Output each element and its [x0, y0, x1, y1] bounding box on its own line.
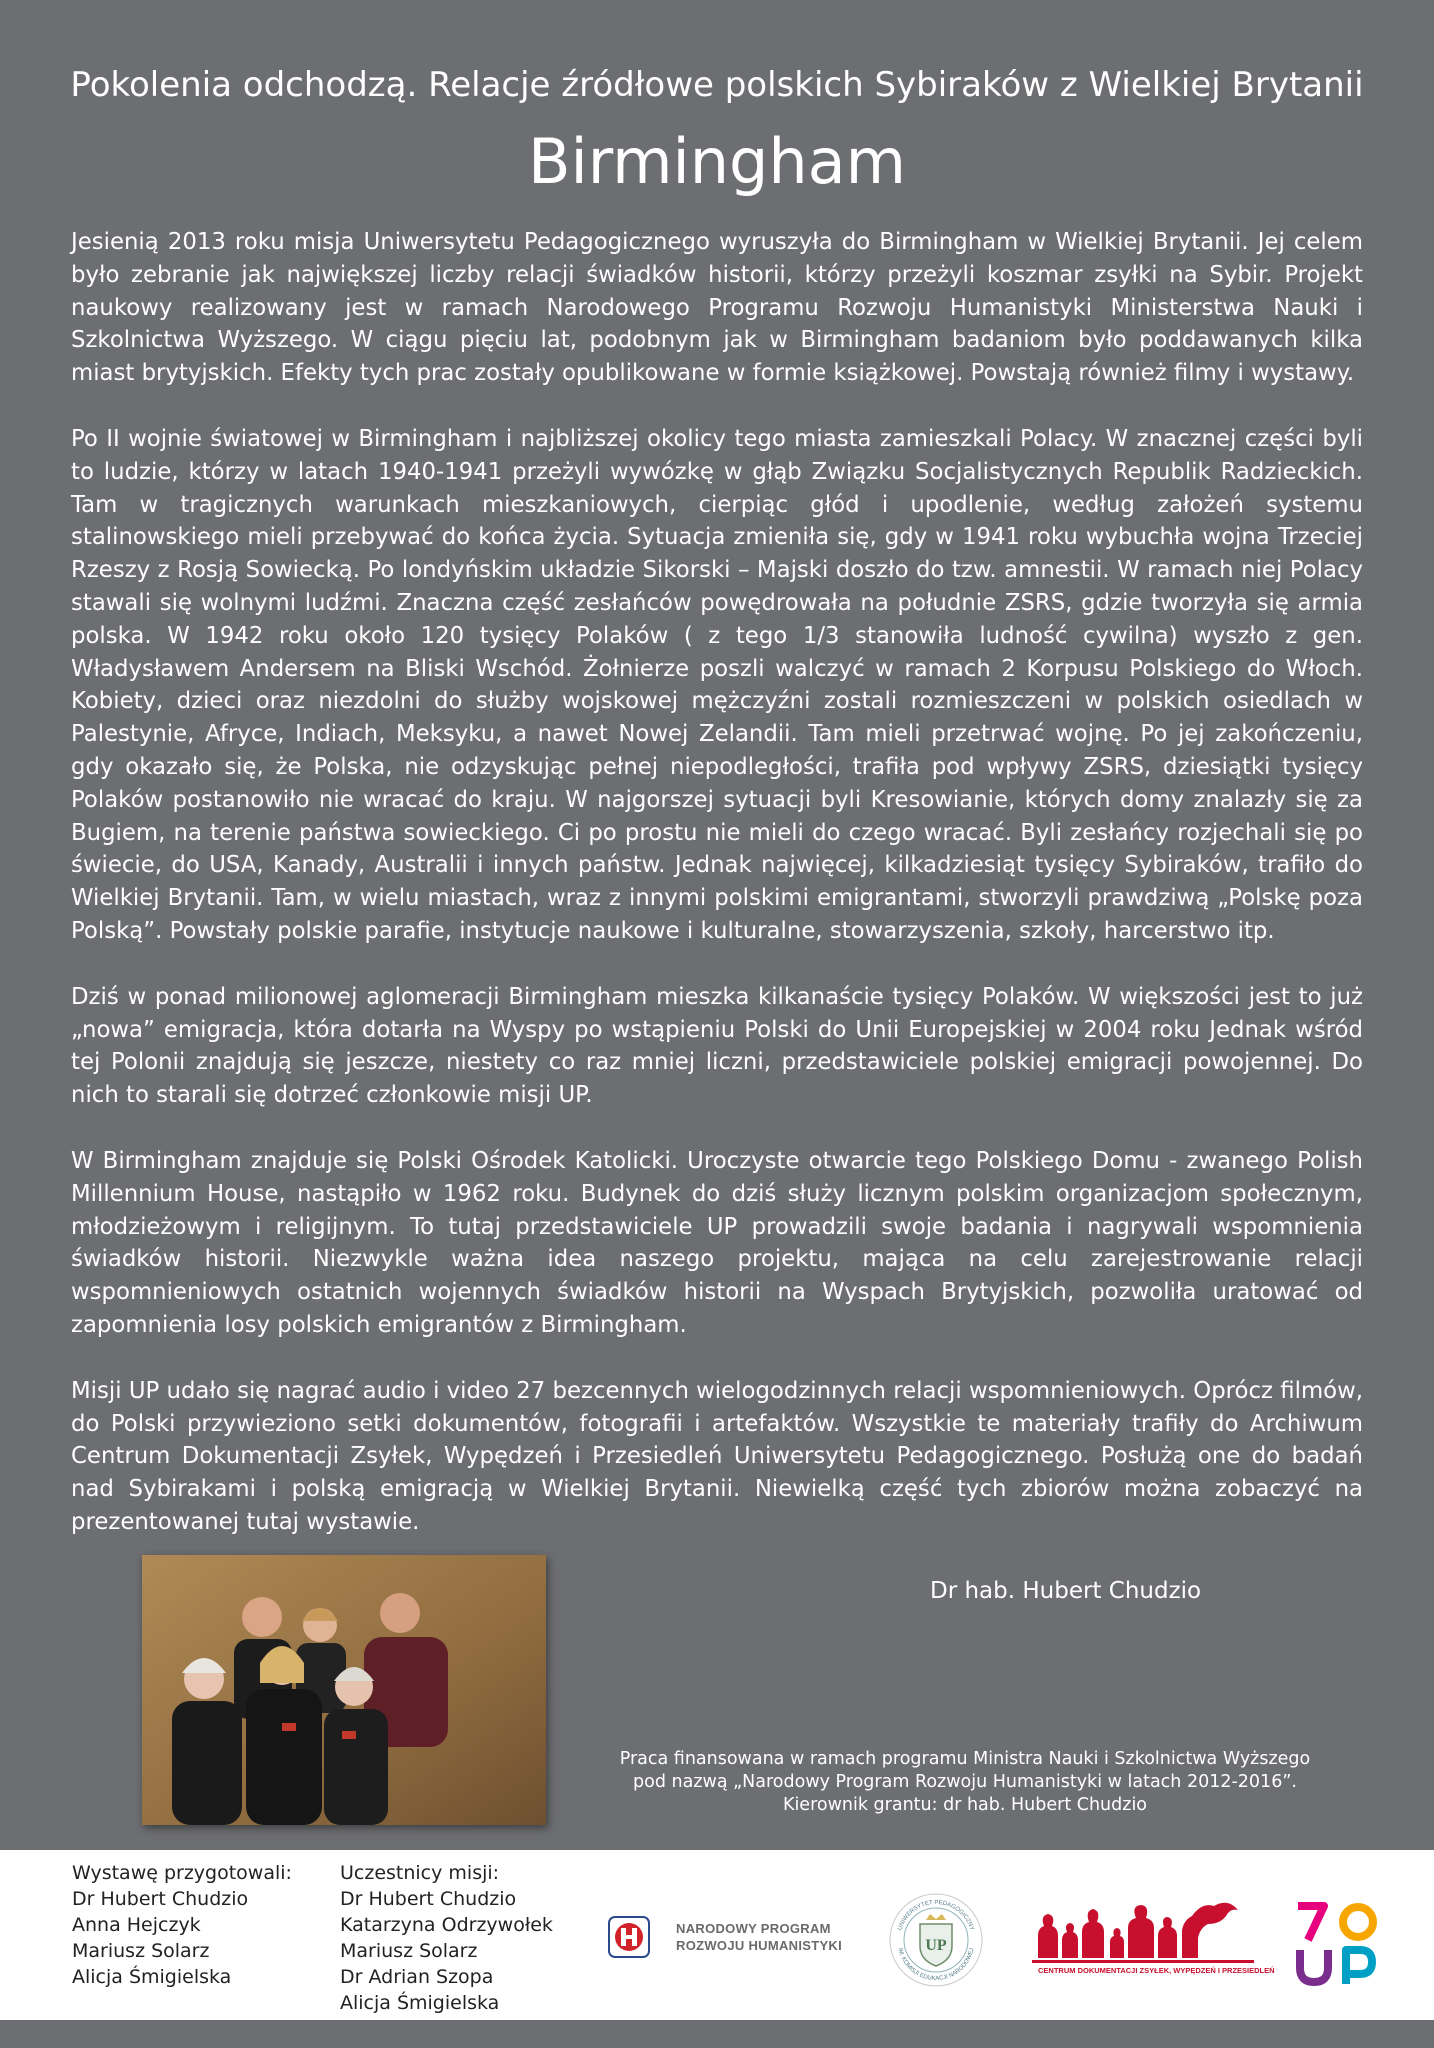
participant-name: Dr Adrian Szopa: [340, 1966, 494, 1988]
up70-top-text: [1386, 1900, 1387, 1901]
paragraph: Misji UP udało się nagrać audio i video 27 bezcennych wielogodzinnych relacji wspomnieniowych. Oprócz filmów, do Polski przywieziono setki dokumentów, fotografii i artefaktów. Wszystkie te materiały trafiły do Archiwum Centrum Dokumentacji Zsyłek, Wypędzeń i Przesiedleń Uniwersytetu Pedagogicznego. Posłużą one do badań nad Sybirakami i polską emigracją w Wielkiej Brytanii. Niewielką część tych zbiorów można zobaczyć na prezentowanej tutaj wystawie.: [71, 1377, 1363, 1535]
up-crest-icon: [886, 1890, 986, 1990]
participant-name: Mariusz Solarz: [340, 1940, 478, 1962]
nprh-line1: NARODOWY PROGRAM: [676, 1921, 831, 1936]
prepared-by-name: Dr Hubert Chudzio: [72, 1888, 249, 1910]
up70-mark-icon: [1294, 1900, 1386, 1990]
up70-logo: [1294, 1900, 1386, 1990]
participant-name: Katarzyna Odrzywołek: [340, 1914, 553, 1936]
up70-bottom-text: [1386, 1900, 1387, 1901]
nprh-h-icon: [608, 1916, 650, 1958]
participant-name: Dr Hubert Chudzio: [340, 1888, 517, 1910]
up-university-logo: [886, 1890, 986, 1994]
paragraph: Po II wojnie światowej w Birmingham i najbliższej okolicy tego miasta zamieszkali Polacy. W znacznej części byli to ludzie, którzy w latach 1940-1941 przeżyli wywózkę w głąb Związku Socjalistycznych Republik Radzieckich. Tam w tragicznych warunkach mieszkaniowych, cierpiąc głód i upodlenie, według założeń systemu stalinowskiego mieli przebywać do końca życia. Sytuacja zmieniła się, gdy w 1941 roku wybuchła wojna Trzeciej Rzeszy z Rosją Sowiecką. Po londyńskim układzie Sikorski – Majski doszło do tzw. amnestii. W ramach niej Polacy stawali się wolnymi ludźmi. Znaczna część zesłańców powędrowała na południe ZSRS, gdzie tworzyła się armia polska. W 1942 roku około 120 tysięcy Polaków ( z tego 1/3 stanowiła ludność cywilna) wyszło z gen. Władysławem Andersem na Bliski Wschód. Żołnierze poszli walczyć w ramach 2 Korpusu Polskiego do Włoch. Kobiety, dzieci oraz niezdolni do służby wojskowej mężczyźni zostali rozmieszczeni w polskich osiedlach w Palestynie, Afryce, Indiach, Meksyku, a nawet Nowej Zelandii. Tam mieli przetrwać wojnę. Po jej zakończeniu, gdy okazało się, że Polska, nie odzyskując pełnej niepodległości, trafiła pod wpływy ZSRS, dziesiątki tysięcy Polaków postanowiło nie wracać do kraju. W najgorszej sytuacji byli Kresowianie, których domy znalazły się za Bugiem, na terenie państwa sowieckiego. Ci po prostu nie mieli do czego wracać. Byli zesłańcy rozjechali się po świecie, do USA, Kanady, Australii i innych państw. Jednak najwięcej, kilkadziesiąt tysięcy Sybiraków, trafiło do Wielkiej Brytanii. Tam, w wielu miastach, wraz z innymi polskimi emigrantami, stworzyli prawdziwą „Polskę poza Polską”. Powstały polskie parafie, instytucje naukowe i kulturalne, stowarzyszenia, szkoły, harcerstwo itp.: [71, 425, 1363, 944]
city-heading: Birmingham: [527, 125, 907, 198]
paragraph: W Birmingham znajduje się Polski Ośrodek Katolicki. Uroczyste otwarcie tego Polskiego Domu - zwanego Polish Millennium House, nastąpiło w 1962 roku. Budynek do dziś służy licznym polskim organizacjom społecznym, młodzieżowym i religijnym. To tutaj przedstawiciele UP prowadzili swoje badania i nagrywali wspomnienia świadków historii. Niezwykle ważna idea naszego projektu, mająca na celu zarejestrowanie relacji wspomnieniowych ostatnich wojennych świadków historii na Wyspach Brytyjskich, pozwoliła uratować od zapomnienia losy polskich emigrantów z Birmingham.: [71, 1147, 1363, 1338]
cdz-logo: [1032, 1896, 1275, 1978]
participant-name: Alicja Śmigielska: [340, 1992, 500, 2014]
cdz-figures-icon: [1032, 1896, 1254, 1966]
funding-line: Praca finansowana w ramach programu Ministra Nauki i Szkolnictwa Wyższego: [619, 1749, 1311, 1769]
up-ring-bottom: IM. KOMISJI EDUKACJI NARODOWEJ: [896, 1947, 976, 1983]
up-ring-top: UNIWERSYTET PEDAGOGICZNY: [897, 1899, 975, 1932]
prepared-by-name: Alicja Śmigielska: [72, 1966, 232, 1988]
group-photo: [142, 1555, 546, 1825]
funding-note: [585, 1748, 1345, 1817]
prepared-by-heading: Wystawę przygotowali:: [72, 1862, 292, 1884]
prepared-by-name: Anna Hejczyk: [72, 1914, 201, 1936]
author-signature: Dr hab. Hubert Chudzio: [930, 1578, 1202, 1604]
prepared-by-name: Mariusz Solarz: [72, 1940, 210, 1962]
funding-line: Kierownik grantu: dr hab. Hubert Chudzio: [782, 1795, 1148, 1815]
cdz-caption: CENTRUM DOKUMENTACJI ZSYŁEK, WYPĘDZEŃ I PRZESIEDLEŃ: [1038, 1966, 1275, 1975]
group-photo-illustration: [142, 1555, 546, 1825]
up-monogram: UP: [925, 1937, 947, 1954]
footer: [0, 1850, 1434, 2020]
exhibition-title: Pokolenia odchodzą. Relacje źródłowe polskich Sybiraków z Wielkiej Brytanii: [70, 65, 1364, 105]
funding-line: pod nazwą „Narodowy Program Rozwoju Humanistyki w latach 2012-2016”.: [633, 1772, 1297, 1792]
footer-bottom-band: [0, 2020, 1434, 2048]
participants-heading: Uczestnicy misji:: [340, 1862, 500, 1884]
participants-list: [340, 1860, 553, 2016]
article-body: [71, 226, 1363, 1572]
nprh-line2: ROZWOJU HUMANISTYKI: [676, 1938, 843, 1953]
paragraph: Dziś w ponad milionowej aglomeracji Birmingham mieszka kilkanaście tysięcy Polaków. W większości jest to już „nowa” emigracja, która dotarła na Wyspy po wstąpieniu Polski do Unii Europejskiej w 2004 roku Jednak wśród tej Polonii znajdują się jeszcze, niestety co raz mniej liczni, przedstawiciele polskiej emigracji powojennej. Do nich to starali się dotrzeć członkowie misji UP.: [71, 983, 1363, 1109]
paragraph: Jesienią 2013 roku misja Uniwersytetu Pedagogicznego wyruszyła do Birmingham w Wielkiej Brytanii. Jej celem było zebranie jak największej liczby relacji świadków historii, którzy przeżyli koszmar zsyłki na Sybir. Projekt naukowy realizowany jest w ramach Narodowego Programu Rozwoju Humanistyki Ministerstwa Nauki i Szkolnictwa Wyższego. W ciągu pięciu lat, podobnym jak w Birmingham badaniom było poddawanych kilka miast brytyjskich. Efekty tych prac zostały opublikowane w formie książkowej. Powstają również filmy i wystawy.: [71, 229, 1363, 387]
prepared-by-list: [72, 1860, 292, 1990]
